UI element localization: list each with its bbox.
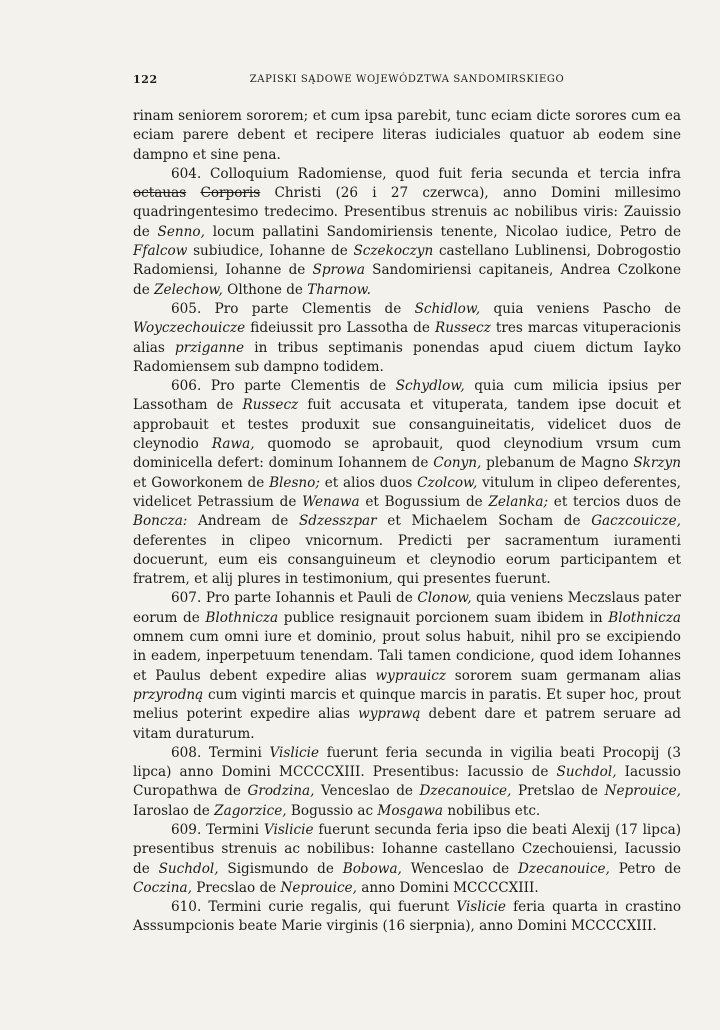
- italic-name: Neprouice,: [280, 879, 357, 896]
- italic-name: Sprowa: [312, 262, 365, 279]
- text-run: Petro de: [609, 860, 681, 877]
- text-run: Bogussio ac: [286, 802, 378, 819]
- text-run: Wenceslao de: [401, 860, 519, 877]
- text-run: et tercios duos de: [548, 493, 681, 510]
- italic-name: Ffalcow: [133, 243, 188, 260]
- italic-name: Tharnow.: [307, 281, 371, 298]
- text-run: quomodo se aprobauit, quod cleynodium vrsum cum dominicella defert: dominum Iohannem de: [133, 436, 681, 472]
- italic-name: Blothnicza: [608, 609, 681, 626]
- text-run: Precslao de: [191, 879, 281, 896]
- italic-name: Sczekoczyn: [353, 243, 434, 260]
- italic-name: Neprouice,: [604, 783, 681, 800]
- italic-name: Blothnicza: [205, 609, 279, 626]
- italic-name: Skrzyn: [633, 455, 681, 472]
- italic-name: Coczina,: [133, 879, 192, 896]
- running-title: ZAPISKI SĄDOWE WOJEWÓDZTWA SANDOMIRSKIEGO: [249, 74, 565, 85]
- text-run: Iacussio Curopathwa de: [133, 764, 681, 800]
- document-body: [133, 107, 681, 937]
- text-run: et Goworkonem de: [133, 474, 270, 491]
- italic-name: Boncza:: [133, 513, 188, 530]
- italic-name: Gaczcouicze,: [591, 513, 681, 530]
- italic-name: Zelechow,: [154, 281, 223, 298]
- text-run: fuit accusata et vituperata, tandem ipse docuit et approbauit et testes produxit sue consanguineitatis, videlicet duos de cleynodio: [133, 397, 681, 453]
- paragraph-607: [133, 589, 681, 743]
- italic-name: Czolcow,: [417, 474, 478, 491]
- text-run: [186, 185, 200, 201]
- text-run: Pretslao de: [511, 783, 605, 800]
- italic-name: Vislicie: [456, 899, 506, 916]
- text-run: Andream de: [187, 513, 299, 530]
- text-run: anno Domini MCCCCXIII.: [356, 879, 539, 896]
- italic-name: Russecz: [435, 320, 491, 337]
- italic-name: Sdzesszpar: [298, 513, 377, 530]
- text-run: tres marcas vituperacionis alias: [133, 320, 681, 356]
- text-run: Olthone de: [222, 281, 308, 298]
- italic-name: Dzecanouice,: [518, 860, 610, 877]
- italic-name: Mosgawa: [377, 802, 444, 819]
- text-run: Venceslao de: [314, 783, 420, 800]
- italic-name: Clonow,: [417, 590, 472, 607]
- paragraph-606: [133, 377, 681, 589]
- text-run: Iaroslao de: [133, 802, 215, 819]
- italic-name: wyprauicz: [375, 667, 447, 684]
- text-run: locum pallatini Sandomiriensis tenente, Nicolao iudice, Petro de: [204, 223, 681, 240]
- paragraph-610: [133, 898, 681, 937]
- italic-name: Zagorzice,: [214, 802, 287, 819]
- italic-name: Blesno;: [269, 474, 320, 491]
- text-run: octauas: [133, 185, 187, 202]
- text-run: fuerunt feria secunda in vigilia beati Procopij (3 lipca) anno Domini MCCCCXIII. Presentibus: Iacussio de: [133, 744, 681, 781]
- page-number: 122: [133, 73, 158, 86]
- text-run: Corporis: [200, 185, 261, 202]
- italic-name: Vislicie: [269, 744, 320, 761]
- text-run: 606. Pro parte Clementis de: [171, 378, 396, 395]
- text-run: rinam seniorem sororem; et cum ipsa parebit, tunc eciam dicte sorores cum ea eciam parere debent et recipere literas iudiciales quatuor ab eodem sine dampno et sine pena.: [133, 108, 681, 163]
- italic-name: Wenawa: [302, 493, 360, 510]
- text-run: fideiussit pro Lassotha de: [245, 320, 436, 337]
- text-run: publice resignauit porcionem suam ibidem in: [278, 609, 609, 626]
- italic-name: Suchdol,: [556, 764, 617, 781]
- text-run: cum viginti marcis et quinque marcis in paratis. Et super hoc, prout melius poterint expedire alias: [133, 686, 681, 723]
- text-run: fuerunt secunda feria ipso die beati Alexij (17 lipca) presentibus strenuis ac nobilibus: Iohanne castellano Czechouiensi, Iacussio de: [133, 821, 682, 877]
- text-run: quia veniens Meczslaus pater eorum de: [133, 590, 681, 626]
- italic-name: Rawa,: [211, 436, 255, 453]
- text-run: deferentes in clipeo vnicornum. Predicti per sacramentum iuramenti docuerunt, eum eis consanguineum et cleynodio eorum participantem et fratrem, et alij plures in testimonium, qui presentes fuerunt.: [133, 532, 681, 588]
- text-run: omnem cum omni iure et dominio, prout solus habuit, nihil pro se excipiendo in eadem, inperpetuum tenendam. Tali tamen condicione, quod idem Iohannes et Paulus debent expedire alias: [133, 629, 681, 684]
- text-run: debent dare et patrem seruare ad vitam duraturum.: [133, 706, 681, 742]
- text-run: 604. Colloquium Radomiense, quod fuit feria secunda et tercia infra: [171, 165, 681, 182]
- text-run: subiudice, Iohanne de: [187, 243, 354, 260]
- italic-name: Grodzina,: [247, 783, 315, 800]
- italic-name: Vislicie: [263, 821, 314, 838]
- text-run: 607. Pro parte Iohannis et Pauli de: [171, 590, 418, 607]
- italic-name: Schidlow,: [414, 300, 481, 317]
- text-run: nobilibus etc.: [443, 802, 541, 819]
- text-run: 609. Termini: [171, 821, 264, 838]
- paragraph-608: [133, 744, 681, 821]
- italic-name: Woyczechouicze: [133, 320, 246, 337]
- paragraph-609: [133, 821, 681, 898]
- text-run: et Bogussium de: [359, 493, 489, 510]
- italic-name: Conyn,: [433, 455, 482, 472]
- text-run: plebanum de Magno: [481, 455, 634, 472]
- italic-name: Zelanka;: [488, 493, 549, 510]
- text-run: quia cum milicia ipsius per Lassotham de: [133, 378, 681, 414]
- text-run: 610. Termini curie regalis, qui fuerunt: [171, 899, 457, 916]
- italic-name: Suchdol,: [158, 860, 219, 877]
- paragraph-604: [133, 165, 681, 300]
- italic-name: Bobowa,: [342, 860, 402, 877]
- text-run: in tribus septimanis ponendas apud ciuem dictum Iayko Radomiensem sub dampno todidem.: [133, 339, 681, 375]
- italic-name: Schydlow,: [395, 378, 465, 395]
- italic-name: Dzecanouice,: [419, 783, 512, 800]
- italic-name: Senno,: [157, 223, 205, 240]
- italic-name: Russecz: [242, 397, 299, 414]
- text-run: Christi (26 i 27 czerwca), anno Domini millesimo quadringentesimo tredecimo. Presentibus strenuis ac nobilibus viris: Zauissio de: [133, 185, 681, 240]
- text-run: sororem suam germanam alias: [446, 667, 681, 684]
- italic-name: wyprawą: [358, 706, 421, 723]
- text-run: et alios duos: [319, 474, 418, 491]
- text-run: feria quarta in crastino Asssumpcionis beate Marie virginis (16 sierpnia), anno Domini MCCCCXIII.: [133, 899, 682, 935]
- italic-name: przigannе: [175, 339, 245, 356]
- text-run: castellano Lublinensi, Dobrogostio Radomiensi, Iohanne de: [133, 243, 681, 279]
- paragraph-continuation: [133, 107, 681, 165]
- text-run: 605. Pro parte Clementis de: [171, 300, 415, 317]
- text-run: Sandomiriensi capitaneis, Andrea Czolkone de: [133, 262, 681, 298]
- text-run: 608. Termini: [171, 744, 270, 761]
- text-run: Sigismundo de: [218, 860, 343, 877]
- text-run: et Michaelem Socham de: [376, 513, 592, 530]
- paragraph-605: [133, 300, 681, 377]
- italic-name: przyrodną: [133, 686, 204, 703]
- text-run: quia veniens Pascho de: [480, 300, 681, 317]
- text-run: vitulum in clipeo deferentes, videlicet Petrassium de: [133, 474, 681, 510]
